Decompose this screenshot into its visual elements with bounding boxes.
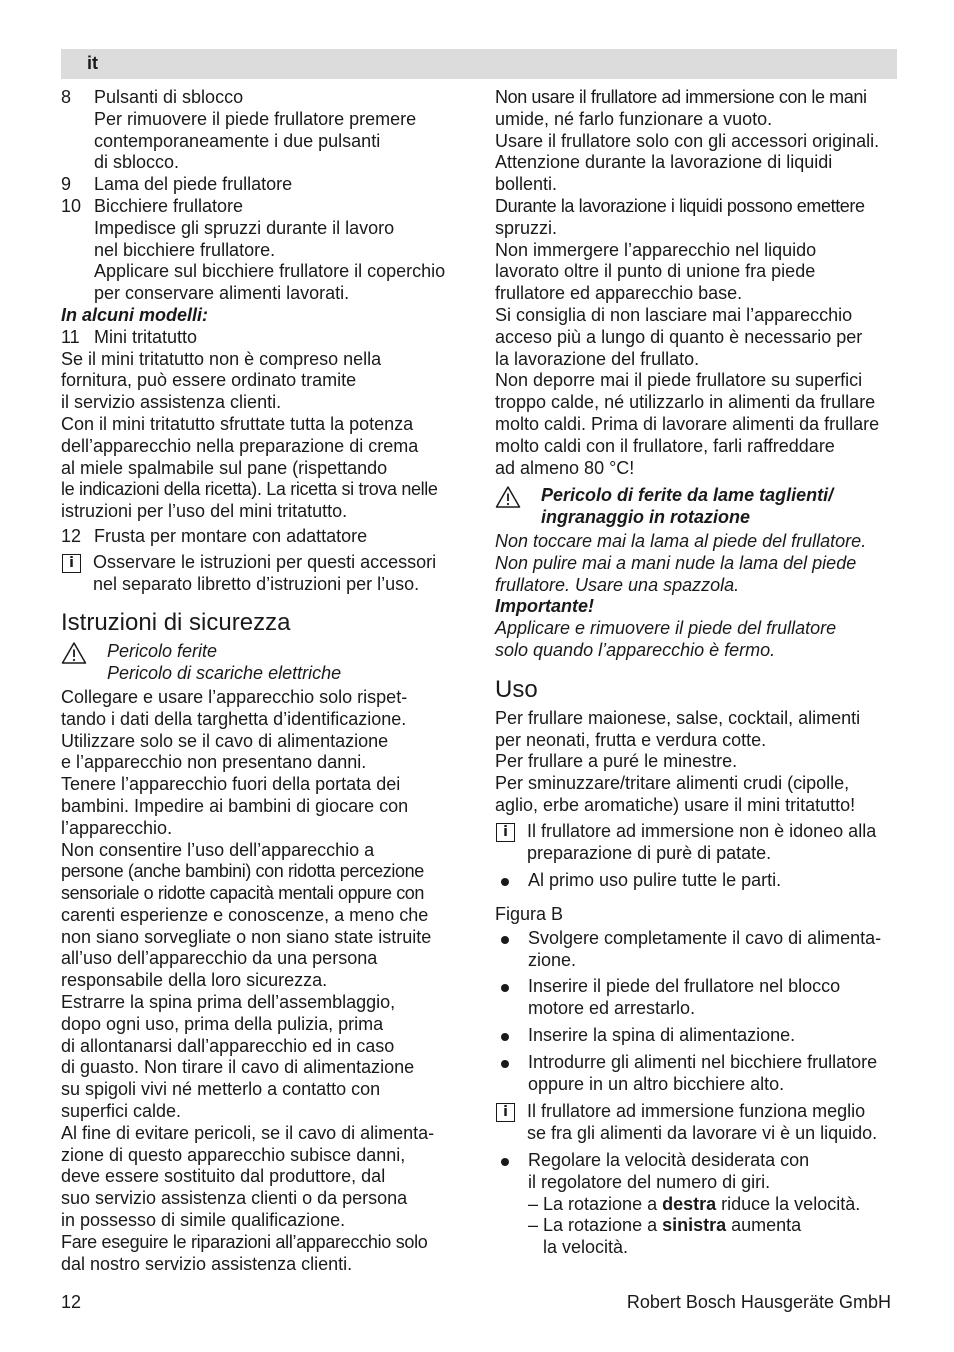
warning-blades	[495, 485, 899, 529]
accessory-note	[61, 552, 465, 596]
list-item: Svolgere completamente il cavo di alimenta- zione.	[495, 928, 899, 972]
some-models-label: In alcuni modelli:	[61, 304, 209, 325]
accessory-note-text: Osservare le istruzioni per questi accessori nel separato libretto d’istruzioni per l’uso.	[93, 551, 437, 594]
item-11-heading: 11 Mini tritatutto	[61, 326, 198, 347]
warning-text: Pericolo ferite Pericolo di scariche elettriche	[107, 641, 342, 684]
warning-blades-text: Non toccare mai la lama al piede del frullatore. Non pulire mai a mani nude la lama del piede frullatore. Usare una spazzola.	[495, 530, 867, 595]
warning-triangle-icon	[495, 485, 521, 509]
page-number: 12	[61, 1292, 82, 1312]
item-12-title: Frusta per montare con adattatore	[94, 525, 368, 546]
bullet-icon	[495, 1025, 528, 1047]
warning-injury-electric	[61, 641, 465, 685]
bullet-icon	[495, 976, 528, 1020]
item-10-text: Impedisce gli spruzzi durante il lavoro nel bicchiere frullatore. Applicare sul bicchiere frullatore il coperchio per conservare alimenti lavorati.	[94, 217, 446, 304]
info-icon: i	[496, 823, 515, 842]
list-item: Introdurre gli alimenti nel bicchiere frullatore oppure in un altro bicchiere alto.	[495, 1052, 899, 1096]
item-10-title: Bicchiere frullatore	[94, 195, 244, 216]
list-item: Al primo uso pulire tutte le parti.	[495, 870, 899, 892]
important-label: Importante!	[495, 596, 594, 617]
item-12-heading: 12 Frusta per montare con adattatore	[61, 525, 368, 546]
item-8-text: Per rimuovere il piede frullatore premere contemporaneamente i due pulsanti di sblocco.	[94, 108, 417, 173]
list-item: Inserire la spina di alimentazione.	[495, 1025, 899, 1047]
language-code: it	[87, 53, 98, 73]
item-11-title: Mini tritatutto	[94, 326, 198, 347]
figure-b-label: Figura B	[495, 904, 564, 925]
puree-note: i Il frullatore ad immersione non è idoneo alla preparazione di purè di patate.	[495, 821, 899, 865]
warning-blades-title: Pericolo di ferite da lame taglienti/ ingranaggio in rotazione	[541, 485, 834, 528]
speed-right-line: – La rotazione a destra riduce la velocità.	[528, 1193, 861, 1214]
speed-left-line: – La rotazione a sinistra aumenta	[528, 1215, 802, 1236]
info-icon: i	[496, 1103, 515, 1122]
language-header-bar	[61, 49, 897, 79]
item-8-title: Pulsanti di sblocco	[94, 87, 244, 107]
bullet-icon	[495, 928, 528, 972]
item-8-heading: 8 Pulsanti di sblocco	[61, 87, 244, 107]
company-name: Robert Bosch Hausgeräte GmbH	[626, 1292, 891, 1312]
info-icon: i	[62, 554, 81, 573]
uso-heading: Uso	[495, 675, 538, 703]
safety-text: Collegare e usare l’apparecchio solo rispet- tando i dati della targhetta d’identificazione. Utilizzare solo se il cavo di alimentazione e l’apparecchio non presentano danni. Tenere l’apparecchio fuori della portata dei bambini. Impedire ai bambini di giocare con l’apparecchio. Non consentire l’uso dell’apparecchio a persone (anche bambini) con ridotta percezione sensoriale o ridotte capacità mentali oppure con carenti esperienze e conoscenze, a meno che non siano sorvegliate o non siano state istruite all’uso dell’apparecchio da una persona responsabile della loro sicurezza. Estrarre la spina prima dell’assemblaggio, dopo ogni uso, prima della pulizia, prima di allontanarsi dall’apparecchio ed in caso di guasto. Non tirare il cavo di alimentazione su spigoli vivi né metterlo a contatto con superfici calde. Al fine di evitare pericoli, se il cavo di alimenta- zione di questo apparecchio subisce danni, deve essere sostituito dal produttore, dal suo servizio assistenza clienti o da persona in possesso di simile qualificazione. Fare eseguire le riparazioni all’apparecchio solo dal nostro servizio assistenza clienti.	[61, 686, 435, 1274]
item-9-title: Lama del piede frullatore	[94, 174, 293, 195]
left-column	[61, 87, 465, 1275]
right-column	[495, 87, 899, 1259]
bullet-icon	[495, 1150, 528, 1194]
warning-triangle-icon	[61, 641, 87, 665]
item-11-text: Se il mini tritatutto non è compreso nella fornitura, può essere ordinato tramite il servizio assistenza clienti. Con il mini tritatutto sfruttate tutta la potenza dell’apparecchio nella preparazione di crema al miele spalmabile sul pane (rispettando le indicazioni della ricetta). La ricetta si trova nelle istruzioni per l’uso del mini tritatutto.	[61, 348, 438, 522]
list-item: Inserire il piede del frullatore nel blocco motore ed arrestarlo.	[495, 976, 899, 1020]
bullet-icon	[495, 870, 528, 892]
usage-warnings-text: Non usare il frullatore ad immersione con le mani umide, né farlo funzionare a vuoto. Usare il frullatore solo con gli accessori originali. Attenzione durante la lavorazione di liquidi bollenti. Durante la lavorazione i liquidi possono emettere spruzzi. Non immergere l’apparecchio nel liquido lavorato oltre il punto di unione fra piede frullatore ed apparecchio base. Si consiglia di non lasciare mai l’apparecchio acceso più a lungo di quanto è necessario per la lavorazione del frullato. Non deporre mai il piede frullatore su superfici troppo calde, né utilizzarlo in alimenti da frullare molto caldi. Prima di lavorare alimenti da frullare molto caldi con il frullatore, farli raffreddare ad almeno 80 °C!	[495, 87, 880, 478]
bullet-icon	[495, 1052, 528, 1096]
list-item: Regolare la velocità desiderata con il regolatore del numero di giri.	[495, 1150, 899, 1194]
item-10-heading: 10 Bicchiere frullatore	[61, 195, 244, 216]
uso-text: Per frullare maionese, salse, cocktail, alimenti per neonati, frutta e verdura cotte. Per frullare a puré le minestre. Per sminuzzare/tritare alimenti crudi (cipolle, aglio, erbe aromatiche) usare il mini tritatutto!	[495, 707, 861, 815]
speed-left-line-cont: la velocità.	[543, 1237, 629, 1258]
liquid-note: i Il frullatore ad immersione funziona meglio se fra gli alimenti da lavorare vi è un liquido.	[495, 1101, 899, 1145]
safety-heading: Istruzioni di sicurezza	[61, 609, 291, 637]
item-9-heading: 9 Lama del piede frullatore	[61, 174, 293, 195]
important-text: Applicare e rimuovere il piede del frullatore solo quando l’apparecchio è fermo.	[495, 618, 837, 660]
